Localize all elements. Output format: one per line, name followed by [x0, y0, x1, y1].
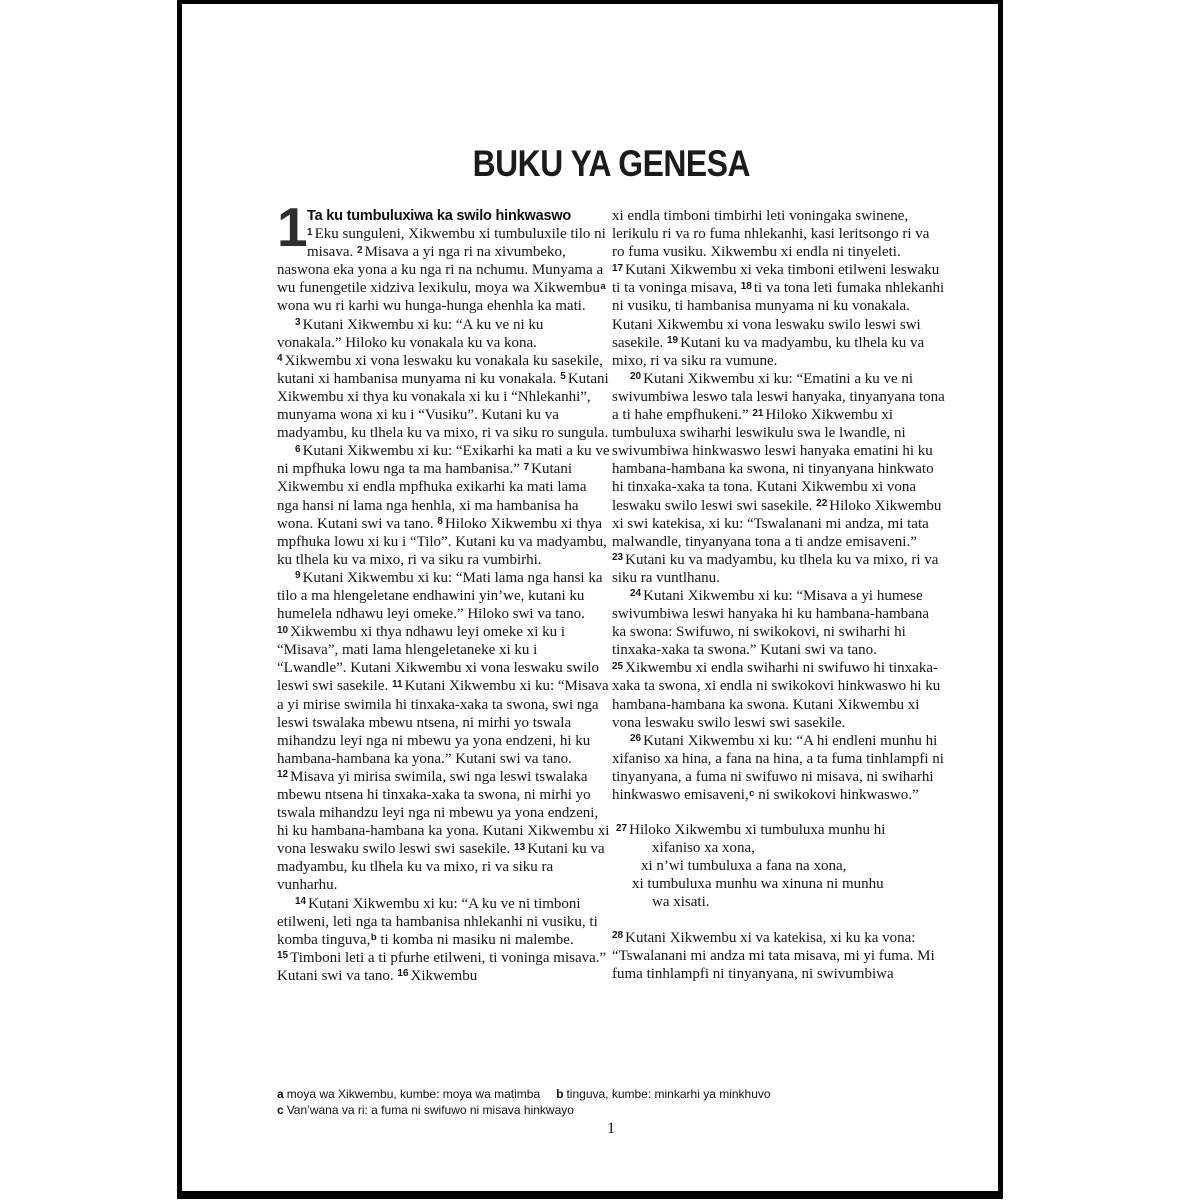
verse-number: 27 — [616, 822, 628, 834]
verse-paragraph: $^1$ Eku sunguleni, Xikwembu xi tumbuluxile tilo ni misava. $^2$ Misava a yi nga ri na xivumbeko, naswona eka yona a ku nga ri na nchumu. Munyama a wu funengetile xidziva lexikulu, moya wa Xikwembu$^a$ wona wu ri karhi wu hunga-hunga ehenhla ka mati. — [277, 226, 606, 315]
book-title-text: BUKU YA GENESA — [472, 143, 750, 184]
verse-paragraph: $^{20}$ Kutani Xikwembu xi ku: “Ematini a ku ve ni swivumbiwa leswo tala leswi hanyaka, tinyanyana tona a ti hahe empfhukeni.” $^{21}$ Hiloko Xikwembu xi tumbuluxa swiharhi leswikulu swa le lwandle, ni swivumbiwa hinkwaswo leswi hanyaka ematini hi ku hambana-hambana ka swona, ni tinyanyana hinkwato hi tinxaka-xaka ta tona. Kutani Xikwembu xi vona leswaku swilo leswi swi sasekile. $^{22}$ Hiloko Xikwembu xi swi katekisa, xi ku: “Tswalanani mi andza, mi tata malwandle, tinyanyana tona a ti andze emisaveni.” $^{23}$ Kutani ku va madyambu, ku tlhela ku va mixo, ri va siku ra vuntlhanu. — [612, 370, 945, 586]
verse-number: 5 — [560, 371, 566, 383]
verse-number: 19 — [666, 335, 679, 347]
footnote-marker: c — [277, 1103, 284, 1117]
verse-paragraph: $^9$ Kutani Xikwembu xi ku: “Mati lama nga hansi ka tilo a ma hlengeletane endhawini yin’we, kutani ku humelela ndhawu leyi omeke.” Hiloko swi va tano. $^{10}$ Xikwembu xi thya ndhawu leyi omeke xi ku i “Misava”, mati lama hlengeletaneke xi ku i “Lwandle”. Kutani Xikwembu xi vona leswaku swilo leswi swi sasekile. $^{11}$ Kutani Xikwembu xi ku: “Misava a yi mirise swimila hi tinxaka-xaka ta swona, swi nga leswi tswalaka mbewu ntsena, ni mirhi yo tswala mihandzu leyi nga ni mbewu ya yona endzeni, hi ku hambana-hambana ka yona.” Kutani swi va tano. $^{12}$ Misava yi mirisa swimila, swi nga leswi tswalaka mbewu ntsena hi tinxaka-xaka ta swona, ni mirhi yo tswala mihandzu leyi nga ni mbewu ya yona endzeni, hi ku hambana-hambana ka yona. Kutani Xikwembu xi vona leswaku swilo leswi swi sasekile. $^{13}$ Kutani ku va madyambu, ku tlhela ku va mixo, ri va siku ra vunharhu. — [277, 569, 610, 894]
poem-line: xi tumbuluxa munhu wa xinuna ni munhu — [632, 876, 884, 893]
verse-number: 18 — [740, 280, 752, 292]
poem-line: wa xisati. — [652, 894, 710, 911]
verse-number: 24 — [630, 588, 642, 600]
page-frame — [177, 0, 1003, 1199]
verse-number: 8 — [437, 516, 443, 528]
verse-paragraph: xi endla timboni timbirhi leti voningaka swinene, lerikulu ri va ro fuma nhlekanhi, kasi leritsongo ri va ro fuma vusiku. Xikwembu xi endla ni tinyeleti. $^{17}$ Kutani Xikwembu xi veka timboni etilweni leswaku ti ta voninga misava, $^{18}$ ti va tona leti fumaka nhlekanhi ni vusiku, ti hambanisa munyama ni ku vonakala. Kutani Xikwembu xi vona leswaku swilo leswi swi sasekile. $^{19}$ Kutani ku va madyambu, ku tlhela ku va mixo, ri va siku ra vumune. — [612, 208, 945, 369]
verse-number: 14 — [295, 896, 307, 908]
footnote-row — [277, 1102, 945, 1118]
chapter-number: 1 — [277, 207, 306, 258]
scripture-text-area — [277, 207, 945, 1083]
verse-number: 25 — [612, 660, 624, 672]
verse-number: 9 — [295, 570, 301, 582]
verse-paragraph: $^{26}$ Kutani Xikwembu xi ku: “A hi endleni munhu hi xifaniso xa hina, a fana na hina, a ta fuma tinhlampfi ni tinyanyana, a fuma ni swifuwo ni misava, ni swiharhi hinkwaswo emisaveni,$^c$ ni swikokovi hinkwaswo.” — [612, 732, 944, 803]
verse-paragraph: $^{24}$ Kutani Xikwembu xi ku: “Misava a yi humese swivumbiwa leswi hanyaka hi ku hambana-hambana ka swona: Swifuwo, ni swikokovi, ni swiharhi hi tinxaka-xaka ta swona.” Kutani swi va tano. $^{25}$ Xikwembu xi endla swiharhi ni swifuwo hi tinxaka-xaka ta swona, xi endla ni swikokovi hinkwaswo hi ku hambana-hambana ka swona. Kutani Xikwembu xi vona leswaku swilo leswi swi sasekile. — [612, 587, 941, 731]
verse-number: 15 — [277, 950, 289, 962]
section-heading: Ta ku tumbuluxiwa ka swilo hinkwaswo — [307, 208, 572, 224]
poem-line: $^{27}$ Hiloko Xikwembu xi tumbuluxa munhu hi — [616, 822, 886, 839]
verse-number: 16 — [397, 968, 409, 980]
verse-number: 20 — [630, 371, 642, 383]
footnote-marker: a — [277, 1087, 284, 1101]
verse-paragraph: $^{14}$ Kutani Xikwembu xi ku: “A ku ve ni timboni etilweni, leti nga ta hambanisa nhlekanhi ni vusiku, ti komba tinguva,$^b$ ti komba ni masiku ni malembe. $^{15}$ Timboni leti a ti pfurhe etilweni, ti voninga misava.” Kutani swi va tano. $^{16}$ Xikwembu — [277, 895, 607, 984]
footnote-item: b tinguva, kumbe: minkarhi ya minkhuvo — [556, 1087, 771, 1101]
verse-number: 12 — [277, 769, 289, 781]
verse-number: 11 — [391, 678, 403, 690]
book-title — [277, 143, 945, 185]
verse-number: 13 — [514, 841, 526, 853]
verse-number: 10 — [277, 624, 289, 636]
verse-paragraph: $^3$ Kutani Xikwembu xi ku: “A ku ve ni ku vonakala.” Hiloko ku vonakala ku va kona. $^4$ Xikwembu xi vona leswaku ku vonakala ku sasekile, kutani xi hambanisa munyama ni ku vonakala. $^5$ Kutani Xikwembu xi thya ku vonakala xi ku i “Nhlekanhi”, munyama wona xi ku i “Vusiku”. Kutani ku va madyambu, ku tlhela ku va mixo, ri va siku ro sungula. — [277, 316, 609, 442]
verse-number: 21 — [752, 407, 764, 419]
verse-number: 26 — [630, 733, 642, 745]
poem-line: xi n’wi tumbuluxa a fana na xona, — [641, 858, 847, 875]
verse-number: 2 — [357, 244, 363, 256]
verse-number: 3 — [295, 317, 301, 329]
verse-paragraph: $^{28}$ Kutani Xikwembu xi va katekisa, xi ku ka vona: “Tswalanani mi andza mi tata misava, mi yi fuma. Mi fuma tinhlampfi ni tinyanyana, ni swivumbiwa — [612, 929, 935, 982]
footnote-ref: a — [600, 280, 606, 292]
verse-number: 1 — [307, 226, 313, 238]
footnote-ref: c — [749, 787, 755, 799]
footnote-ref: b — [370, 932, 377, 944]
verse-paragraph: $^6$ Kutani Xikwembu xi ku: “Exikarhi ka mati a ku ve ni mpfhuka lowu nga ta ma hambanisa.” $^7$ Kutani Xikwembu xi endla mpfhuka exikarhi ka mati lama nga hansi ni lama nga henhla, xi ma hambanisa ha wona. Kutani swi va tano. $^8$ Hiloko Xikwembu xi thya mpfhuka lowu xi ku i “Tilo”. Kutani ku va madyambu, ku tlhela ku va mixo, ri va siku ra vumbirhi. — [277, 443, 610, 568]
footnote-item: c Van’wana va ri: a fuma ni swifuwo ni misava hinkwayo — [277, 1103, 574, 1117]
verse-number: 4 — [277, 353, 283, 365]
page-number: 1 — [607, 1120, 615, 1137]
footnote-marker: b — [556, 1087, 564, 1101]
verse-number: 7 — [523, 461, 530, 473]
verse-number: 28 — [612, 930, 624, 942]
right-text-column — [612, 207, 945, 1083]
verse-number: 22 — [816, 498, 828, 509]
poem-line: xifaniso xa xona, — [652, 840, 755, 857]
verse-number: 6 — [295, 443, 301, 455]
footnote-item: a moya wa Xikwembu, kumbe: moya wa matimba — [277, 1087, 541, 1101]
poem-block — [612, 821, 945, 911]
footnote-row — [277, 1086, 945, 1102]
verse-number: 23 — [612, 552, 624, 564]
left-text-column — [277, 207, 610, 1083]
footnotes — [277, 1086, 945, 1118]
verse-number: 17 — [612, 262, 624, 274]
chapter-start — [277, 207, 610, 316]
